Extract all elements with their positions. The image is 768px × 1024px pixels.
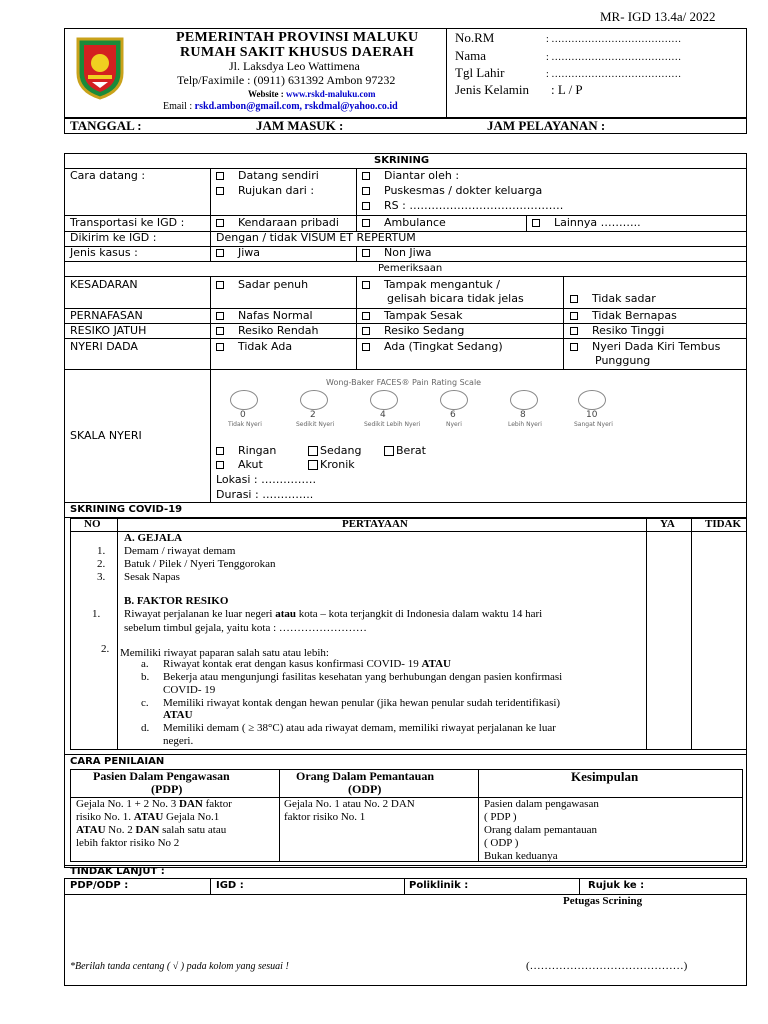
faktor-no: 1. [92,608,101,620]
scale-number: 10 [586,410,598,420]
scale-label: Sedikit Lebih Nyeri [364,421,421,428]
faktor-2a: Riwayat kontak erat dengan kasus konfirmasi COVID- 19 ATAU [163,658,451,670]
skrining-title: SKRINING [374,155,430,166]
time-row [64,118,747,134]
ringan-option[interactable]: Ringan [216,445,276,458]
kesimpulan-pdp: Pasien dalam pengawasan [484,798,599,810]
checkbox[interactable] [216,312,224,320]
checkbox[interactable] [308,460,318,470]
checkbox[interactable] [384,446,394,456]
jam-pelayanan-label: JAM PELAYANAN : [487,118,606,133]
pemeriksaan-title: Pemeriksaan [378,263,443,274]
petugas-label: Petugas Scrining [563,895,643,907]
gejala-item: Sesak Napas [124,571,180,583]
checkbox[interactable] [216,343,224,351]
kendaraan-option[interactable]: Kendaraan pribadi [216,217,339,230]
scale-label: Sangat Nyeri [574,421,613,428]
checkbox[interactable] [216,187,224,195]
penilaian-title: CARA PENILAIAN [70,756,165,767]
akut-option[interactable]: Akut [216,459,263,472]
faktor-no: 2. [101,643,110,655]
faktor-2c: Memiliki riwayat kontak dengan hewan penular (jika hewan penular sudah teridentifikasi) [163,697,561,709]
checkbox[interactable] [570,343,578,351]
face-6-icon [440,390,468,410]
checkbox[interactable] [216,249,224,257]
checkbox[interactable] [216,447,224,455]
pdp-header-abbr: (PDP) [151,782,183,796]
sub-no: d. [141,722,150,734]
rs-option[interactable]: RS : …………………………………… [362,200,563,213]
checkbox[interactable] [362,249,370,257]
checkbox[interactable] [570,295,578,303]
resiko-tinggi-option[interactable]: Resiko Tinggi [570,325,664,338]
poliklinik-label: Poliklinik : [409,880,469,891]
tgl-lahir-label: Tgl Lahir [455,65,505,80]
col-pertanyaan: PERTAYAAN [342,518,408,530]
pdp-criteria-2: risiko No. 1. ATAU Gejala No.1 [76,811,220,823]
ada-option[interactable]: Ada (Tingkat Sedang) [362,341,503,354]
jiwa-option[interactable]: Jiwa [216,247,260,260]
faktor-title: B. FAKTOR RESIKO [124,595,229,607]
checkbox[interactable] [216,172,224,180]
jenis-kasus-label: Jenis kasus : [70,246,138,259]
tgl-lahir-field[interactable]: : ………………………………… [546,69,682,80]
sub-no: b. [141,671,150,683]
no-rm-label: No.RM [455,30,495,45]
checkbox[interactable] [362,172,370,180]
kesimpulan-bukan: Bukan keduanya [484,850,558,862]
checkbox[interactable] [570,327,578,335]
nafas-normal-option[interactable]: Nafas Normal [216,310,313,323]
scale-number: 2 [310,410,316,420]
tidak-ada-option[interactable]: Tidak Ada [216,341,292,354]
scale-label: Tidak Nyeri [228,421,262,428]
pain-scale-title: Wong-Baker FACES® Pain Rating Scale [326,378,482,387]
faktor-2d: Memiliki demam ( ≥ 38°C) atau ada riwayat demam, memiliki riwayat perjalanan ke luar [163,722,556,734]
faktor-2b-line2: COVID- 19 [163,684,216,696]
website-label: Website : [248,89,284,99]
nyeri-dada-label: NYERI DADA [70,340,138,353]
tidak-sadar-option[interactable]: Tidak sadar [570,293,656,306]
puskesmas-option[interactable]: Puskesmas / dokter keluarga [362,185,542,198]
faktor-1-line2: sebelum timbul gejala, yaitu kota : …………………… [124,622,367,634]
dikirim-value[interactable]: Dengan / tidak VISUM ET REPERTUM [216,231,416,244]
checkbox[interactable] [362,219,370,227]
pernafasan-label: PERNAFASAN [70,309,143,322]
faktor-2-text: Memiliki riwayat paparan salah satu atau lebih: [120,647,329,659]
non-jiwa-option[interactable]: Non Jiwa [362,247,431,260]
gejala-item: Demam / riwayat demam [124,545,236,557]
email-label: Email : [163,101,193,112]
col-no: NO [84,518,101,530]
pdp-header: Pasien Dalam Pengawasan [93,769,230,783]
face-0-icon [230,390,258,410]
sedang-option[interactable]: Sedang [308,445,361,458]
tindak-lanjut-title: TINDAK LANJUT : [70,866,165,877]
col-tidak: TIDAK [705,518,742,530]
lainnya-option[interactable]: Lainnya ……….. [532,217,641,230]
jenis-kelamin-field[interactable]: : L / P [551,82,583,97]
tampak-sesak-option[interactable]: Tampak Sesak [362,310,463,323]
jam-masuk-label: JAM MASUK : [256,118,344,133]
transportasi-label: Transportasi ke IGD : [70,216,185,229]
pdp-criteria-3: ATAU No. 2 DAN salah satu atau [76,824,227,836]
gejala-item: Batuk / Pilek / Nyeri Tenggorokan [124,558,276,570]
scale-label: Nyeri [446,421,462,428]
tidak-bernapas-option[interactable]: Tidak Bernapas [570,310,677,323]
checkbox[interactable] [362,187,370,195]
checkbox[interactable] [216,281,224,289]
gejala-no: 3. [97,571,106,583]
pdp-odp-label: PDP/ODP : [70,880,129,891]
mengantuk-line2: gelisah bicara tidak jelas [387,292,524,305]
header-phone: Telp/Faximile : (0911) 631392 Ambon 97232 [177,73,396,87]
lokasi-field[interactable]: Lokasi : …………… [216,473,317,486]
rujuk-label: Rujuk ke : [588,880,645,891]
kesadaran-label: KESADARAN [70,278,138,291]
gejala-no: 2. [97,558,106,570]
sub-no: c. [141,697,149,709]
covid-title: SKRINING COVID-19 [70,504,183,515]
checkbox[interactable] [532,219,540,227]
face-2-icon [300,390,328,410]
resiko-jatuh-label: RESIKO JATUH [70,324,147,337]
diantar-option[interactable]: Diantar oleh : [362,170,459,183]
odp-criteria-2: faktor risiko No. 1 [284,811,366,823]
checkbox[interactable] [308,446,318,456]
scale-label: Lebih Nyeri [508,421,542,428]
kesimpulan-odp: Orang dalam pemantauan [484,824,598,836]
checkbox[interactable] [216,327,224,335]
mengantuk-option[interactable]: Tampak mengantuk / [362,279,500,292]
header-line1: PEMERINTAH PROVINSI MALUKU [176,30,419,45]
scale-number: 0 [240,410,246,420]
checkbox[interactable] [216,461,224,469]
nyeri-kiri-option[interactable]: Nyeri Dada Kiri Tembus [570,341,720,354]
col-ya: YA [660,518,675,530]
dikirim-label: Dikirim ke IGD : [70,231,157,244]
cara-datang-label: Cara datang : [70,169,146,182]
nyeri-kiri-line2: Punggung [595,354,651,367]
nama-label: Nama [455,48,487,63]
no-rm-field[interactable]: : ………………………………… [546,34,682,45]
resiko-sedang-option[interactable]: Resiko Sedang [362,325,464,338]
faktor-2b: Bekerja atau mengunjungi fasilitas kesehatan yang berhubungan dengan pasien konfirmasi [163,671,563,683]
igd-label: IGD : [216,880,244,891]
header-website [248,89,376,99]
gejala-no: 1. [97,545,106,557]
face-10-icon [578,390,606,410]
sadar-penuh-option[interactable]: Sadar penuh [216,279,308,292]
odp-header: Orang Dalam Pemantauan [296,769,434,783]
faktor-2c-line2: ATAU [163,709,193,721]
face-4-icon [370,390,398,410]
kesimpulan-header: Kesimpulan [571,769,639,784]
form-code: MR- IGD 13.4a/ 2022 [600,9,716,24]
scale-label: Sedikit Nyeri [296,421,335,428]
pdp-criteria-4: lebih faktor risiko No 2 [76,837,180,849]
pain-scale-image [220,376,640,438]
odp-criteria-1: Gejala No. 1 atau No. 2 DAN [284,798,415,810]
province-logo [74,35,126,101]
header-address: Jl. Laksdya Leo Wattimena [229,59,360,73]
rujukan-option[interactable]: Rujukan dari : [216,185,314,198]
signature-line[interactable]: (……………………………………) [526,960,688,972]
resiko-rendah-option[interactable]: Resiko Rendah [216,325,319,338]
nama-field[interactable]: : ………………………………… [546,52,682,63]
checkbox[interactable] [362,327,370,335]
checkbox[interactable] [362,202,370,210]
skala-nyeri-label: SKALA NYERI [70,429,142,442]
tanggal-label: TANGGAL : [70,118,142,133]
durasi-field[interactable]: Durasi : ………….. [216,488,314,501]
jenis-kelamin-label: Jenis Kelamin [455,82,530,97]
header-line2: RUMAH SAKIT KHUSUS DAERAH [180,45,414,60]
checkbox[interactable] [570,312,578,320]
sub-no: a. [141,658,149,670]
kronik-option[interactable]: Kronik [308,459,355,472]
faktor-2d-line2: negeri. [163,735,194,747]
berat-option[interactable]: Berat [384,445,426,458]
checkbox[interactable] [362,281,370,289]
faktor-1-text: Riwayat perjalanan ke luar negeri atau kota – kota terjangkit di Indonesia dalam waktu 14 hari [124,608,543,620]
checkbox[interactable] [216,219,224,227]
checkbox[interactable] [362,343,370,351]
odp-header-abbr: (ODP) [348,782,382,796]
email-link[interactable]: rskd.ambon@gmail.com, rskdmal@yahoo.co.id [194,101,398,112]
pdp-criteria-1: Gejala No. 1 + 2 No. 3 DAN faktor [76,798,232,810]
checkbox[interactable] [362,312,370,320]
header-email [163,101,398,113]
datang-sendiri-option[interactable]: Datang sendiri [216,170,319,183]
kesimpulan-odp-abbr: ( ODP ) [484,837,519,849]
scale-number: 6 [450,410,456,420]
face-8-icon [510,390,538,410]
scale-number: 4 [380,410,386,420]
instruction-note: *Berilah tanda centang ( √ ) pada kolom yang sesuai ! [70,961,289,972]
scale-number: 8 [520,410,526,420]
ambulance-option[interactable]: Ambulance [362,217,446,230]
website-link[interactable]: www.rskd-maluku.com [286,89,376,99]
gejala-title: A. GEJALA [124,532,183,544]
kesimpulan-pdp-abbr: ( PDP ) [484,811,517,823]
